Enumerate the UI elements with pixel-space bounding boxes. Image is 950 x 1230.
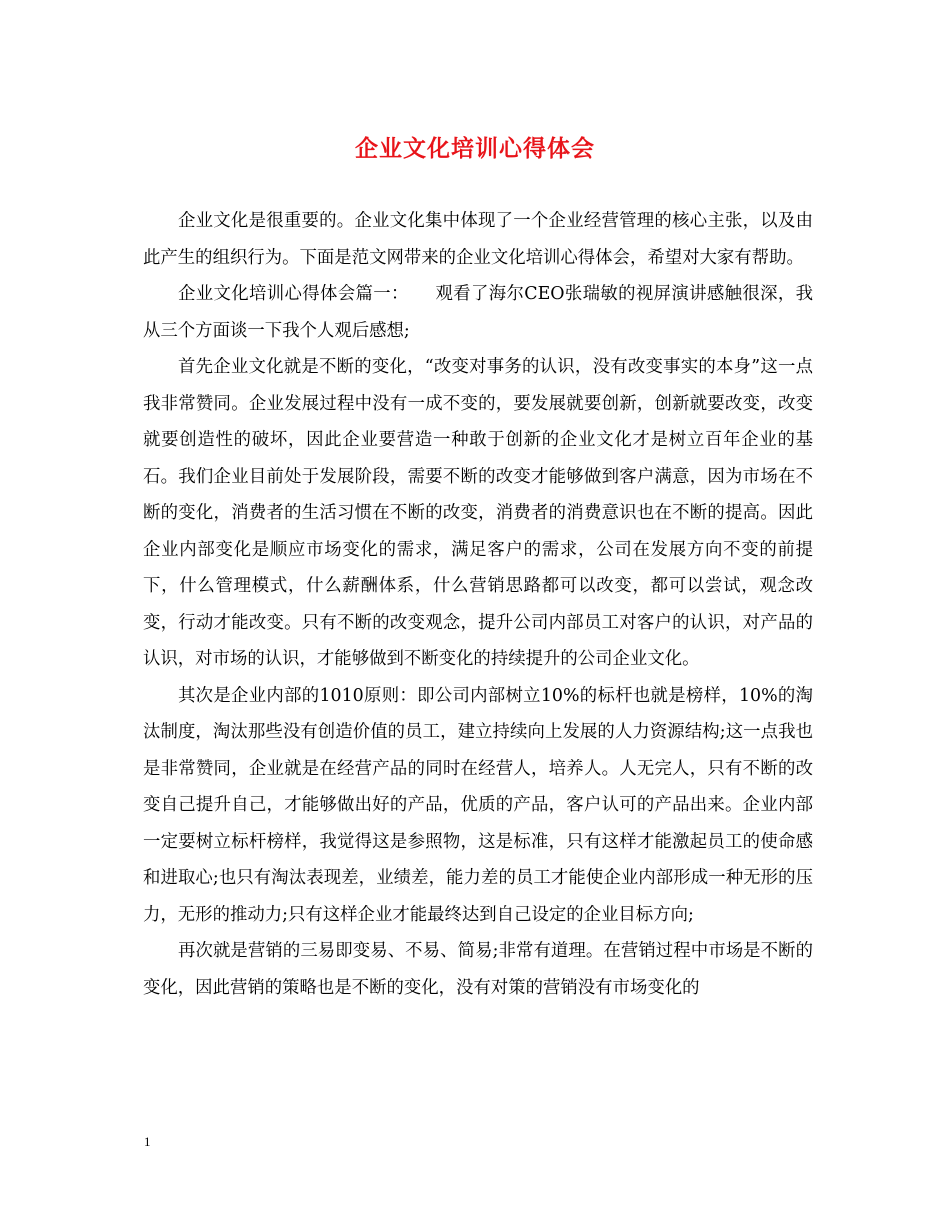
paragraph-third-point: 再次就是营销的三易即变易、不易、简易;非常有道理。在营销过程中市场是不断的变化，因此营销的策略也是不断的变化，没有对策的营销没有市场变化的: [143, 941, 813, 998]
document-title: 企业文化培训心得体会: [355, 135, 595, 162]
paragraph-first-point: 首先企业文化就是不断的变化，“改变对事务的认识，没有改变事实的本身”这一点我非常赞同。企业发展过程中没有一成不变的，要发展就要创新，创新就要改变，改变就要创造性的破坏，因此企业要营造一种敢于创新的企业文化才是树立百年企业的基石。我们企业目前处于发展阶段，需要不断的改变才能够做到客户满意，因为市场在不断的变化，消费者的生活习惯在不断的改变，消费者的消费意识也在不断的提高。因此企业内部变化是顺应市场变化的需求，满足客户的需求，公司在发展方向不变的前提下，什么管理模式，什么薪酬体系，什么营销思路都可以改变，都可以尝试，观念改变，行动才能改变。只有不断的改变观念，提升公司内部员工对客户的认识，对产品的认识，对市场的认识，才能够做到不断变化的持续提升的公司企业文化。: [143, 357, 813, 669]
document-body: [143, 203, 813, 1006]
paragraph-section-one: 企业文化培训心得体会篇一： 观看了海尔CEO张瑞敏的视屏演讲感触很深，我从三个方面谈一下我个人观后感想;: [143, 284, 813, 341]
paragraph-second-point: 其次是企业内部的1010原则：即公司内部树立10%的标杆也就是榜样，10%的淘汰制度，淘汰那些没有创造价值的员工，建立持续向上发展的人力资源结构;这一点我也是非常赞同，企业就是在经营产品的同时在经营人，培养人。人无完人，只有不断的改变自己提升自己，才能够做出好的产品，优质的产品，客户认可的产品出来。企业内部一定要树立标杆榜样，我觉得这是参照物，这是标准，只有这样才能激起员工的使命感和进取心;也只有淘汰表现差，业绩差，能力差的员工才能使企业内部形成一种无形的压力，无形的推动力;只有这样企业才能最终达到自己设定的企业目标方向;: [143, 685, 813, 925]
page-number: 1: [144, 1134, 151, 1149]
paragraph-intro: 企业文化是很重要的。企业文化集中体现了一个企业经营管理的核心主张，以及由此产生的组织行为。下面是范文网带来的企业文化培训心得体会，希望对大家有帮助。: [143, 211, 813, 268]
